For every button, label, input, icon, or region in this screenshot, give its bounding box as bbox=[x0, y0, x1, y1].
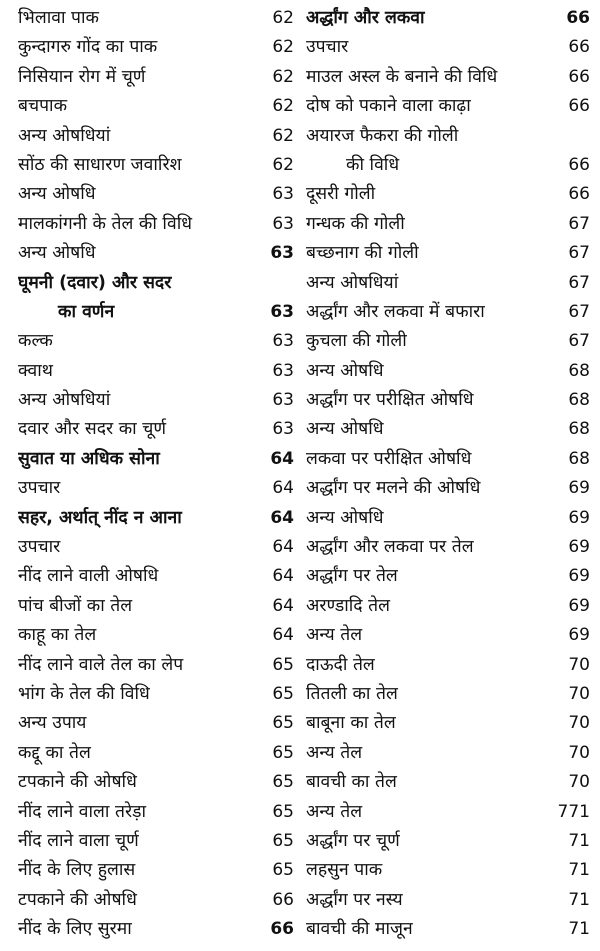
entry-page: 62 bbox=[272, 154, 294, 175]
entry-page: 62 bbox=[272, 125, 294, 146]
entry-page: 771 bbox=[557, 801, 590, 822]
entry-page: 66 bbox=[568, 37, 590, 58]
entry-page: 71 bbox=[568, 860, 590, 881]
entry-title: टपकाने की ओषधि bbox=[18, 889, 137, 910]
toc-entry bbox=[306, 680, 590, 709]
entry-page: 65 bbox=[272, 830, 294, 851]
toc-entry bbox=[306, 298, 590, 327]
entry-page: 67 bbox=[568, 272, 590, 293]
entry-title: सहर, अर्थात् नींद न आना bbox=[18, 507, 182, 528]
entry-title: कल्क bbox=[18, 331, 53, 352]
entry-title: अर्द्धांग पर परीक्षित ओषधि bbox=[306, 390, 474, 411]
toc-entry bbox=[18, 621, 294, 650]
toc-entry bbox=[18, 63, 294, 92]
toc-right-column bbox=[306, 4, 590, 945]
entry-title: अर्द्धांग और लकवा bbox=[306, 8, 425, 28]
toc-entry bbox=[18, 827, 294, 856]
entry-title-line1: अयारज फैकरा की गोली bbox=[306, 125, 459, 146]
toc-entry bbox=[306, 915, 590, 944]
toc-entry bbox=[306, 327, 590, 356]
toc-entry bbox=[18, 798, 294, 827]
entry-page: 62 bbox=[272, 96, 294, 117]
entry-title: अर्द्धांग और लकवा पर तेल bbox=[306, 537, 474, 558]
entry-page: 69 bbox=[568, 566, 590, 587]
entry-page: 68 bbox=[568, 448, 590, 469]
entry-page: 70 bbox=[568, 654, 590, 675]
toc-entry bbox=[18, 415, 294, 444]
entry-page: 65 bbox=[272, 654, 294, 675]
toc-entry bbox=[18, 739, 294, 768]
entry-title: बचपाक bbox=[18, 96, 68, 117]
entry-page: 69 bbox=[568, 537, 590, 558]
entry-title: अरण्डादि तेल bbox=[306, 595, 390, 616]
entry-page: 67 bbox=[568, 243, 590, 264]
toc-entry bbox=[306, 504, 590, 533]
toc-section-heading bbox=[18, 445, 294, 474]
toc-section-heading bbox=[18, 269, 294, 328]
entry-page: 64 bbox=[272, 478, 294, 499]
entry-page: 64 bbox=[272, 595, 294, 616]
toc-entry bbox=[306, 651, 590, 680]
toc-entry bbox=[18, 768, 294, 797]
entry-page: 67 bbox=[568, 213, 590, 234]
toc-entry bbox=[18, 327, 294, 356]
entry-page: 66 bbox=[566, 8, 590, 28]
toc-entry bbox=[18, 680, 294, 709]
entry-title: कद्दू का तेल bbox=[18, 742, 91, 763]
entry-title: सोंठ की साधारण जवारिश bbox=[18, 154, 182, 175]
toc-entry bbox=[18, 651, 294, 680]
entry-page: 69 bbox=[568, 595, 590, 616]
entry-title: दूसरी गोली bbox=[306, 184, 376, 205]
entry-title: टपकाने की ओषधि bbox=[18, 772, 137, 793]
toc-entry bbox=[18, 386, 294, 415]
toc-entry bbox=[306, 92, 590, 121]
entry-title-line2: की विधि bbox=[346, 154, 400, 175]
toc-entry bbox=[306, 739, 590, 768]
entry-title: गन्धक की गोली bbox=[306, 213, 405, 234]
entry-title: लहसुन पाक bbox=[306, 860, 383, 881]
entry-title: अन्य ओषधि bbox=[18, 243, 96, 264]
toc-entry bbox=[18, 33, 294, 62]
entry-title: बावची की माजून bbox=[306, 919, 413, 940]
toc-entry bbox=[18, 239, 294, 268]
entry-title: तितली का तेल bbox=[306, 684, 398, 704]
entry-page: 63 bbox=[272, 184, 294, 205]
entry-page: 62 bbox=[272, 37, 294, 58]
entry-title: अर्द्धांग पर चूर्ण bbox=[306, 830, 400, 851]
entry-title: बावची का तेल bbox=[306, 772, 397, 793]
entry-page: 65 bbox=[272, 684, 294, 704]
entry-page: 63 bbox=[270, 302, 294, 323]
entry-title: दाऊदी तेल bbox=[306, 654, 375, 675]
toc-entry bbox=[18, 210, 294, 239]
entry-page: 71 bbox=[568, 889, 590, 910]
entry-title: अन्य ओषधि bbox=[306, 360, 384, 381]
toc-entry bbox=[18, 562, 294, 591]
entry-page: 66 bbox=[568, 184, 590, 205]
toc-entry bbox=[306, 210, 590, 239]
entry-title: अन्य ओषधियां bbox=[18, 125, 111, 146]
entry-title bbox=[306, 122, 564, 180]
entry-title: बच्छनाग की गोली bbox=[306, 243, 419, 264]
toc-entry bbox=[306, 239, 590, 268]
toc-entry bbox=[306, 33, 590, 62]
entry-page: 66 bbox=[568, 155, 590, 176]
entry-page: 69 bbox=[568, 625, 590, 646]
entry-title bbox=[18, 269, 268, 327]
entry-page: 70 bbox=[568, 742, 590, 763]
entry-page: 70 bbox=[568, 772, 590, 793]
entry-title: अन्य ओषधियां bbox=[306, 272, 399, 293]
toc-entry bbox=[306, 386, 590, 415]
toc-entry bbox=[18, 915, 294, 944]
entry-title: नींद के लिए हुलास bbox=[18, 860, 136, 881]
entry-page: 63 bbox=[272, 213, 294, 234]
entry-title: अर्द्धांग पर नस्य bbox=[306, 889, 403, 910]
entry-title: अन्य तेल bbox=[306, 801, 363, 822]
entry-page: 68 bbox=[568, 419, 590, 440]
entry-title: नींद लाने वाले तेल का लेप bbox=[18, 654, 184, 675]
toc-entry bbox=[18, 122, 294, 151]
toc-entry bbox=[306, 621, 590, 650]
entry-title: भांग के तेल की विधि bbox=[18, 684, 150, 704]
toc-entry bbox=[18, 709, 294, 738]
entry-title: मालकांगनी के तेल की विधि bbox=[18, 213, 192, 234]
toc-entry bbox=[18, 180, 294, 209]
entry-title: अन्य ओषधि bbox=[306, 419, 384, 440]
toc-entry bbox=[306, 592, 590, 621]
entry-title: अन्य ओषधियां bbox=[18, 390, 111, 411]
toc-section-heading bbox=[306, 4, 590, 33]
entry-page: 71 bbox=[568, 919, 590, 940]
toc-entry bbox=[306, 474, 590, 503]
entry-title: बाबूना का तेल bbox=[306, 713, 396, 734]
entry-page: 69 bbox=[568, 507, 590, 528]
entry-page: 70 bbox=[568, 713, 590, 734]
toc-entry bbox=[18, 533, 294, 562]
entry-page: 65 bbox=[272, 801, 294, 822]
toc-entry bbox=[306, 798, 590, 827]
entry-title-line2: का वर्णन bbox=[58, 301, 115, 322]
entry-title: कुन्दागरु गोंद का पाक bbox=[18, 37, 158, 58]
toc-entry bbox=[18, 886, 294, 915]
entry-page: 63 bbox=[272, 331, 294, 352]
entry-title: अर्द्धांग और लकवा में बफारा bbox=[306, 301, 485, 322]
toc-entry bbox=[18, 474, 294, 503]
entry-page: 66 bbox=[272, 889, 294, 910]
entry-page: 63 bbox=[272, 360, 294, 381]
toc-entry bbox=[306, 886, 590, 915]
entry-title: लकवा पर परीक्षित ओषधि bbox=[306, 448, 472, 469]
entry-title: अन्य उपाय bbox=[18, 713, 87, 734]
toc-entry bbox=[18, 357, 294, 386]
entry-page: 62 bbox=[272, 66, 294, 87]
entry-title: नींद के लिए सुरमा bbox=[18, 919, 132, 940]
entry-title: काहू का तेल bbox=[18, 625, 97, 646]
entry-page: 68 bbox=[568, 390, 590, 411]
entry-page: 63 bbox=[270, 243, 294, 264]
entry-title: अन्य ओषधि bbox=[18, 184, 96, 205]
entry-page: 67 bbox=[568, 331, 590, 352]
entry-title: अन्य तेल bbox=[306, 625, 363, 646]
toc-entry bbox=[18, 151, 294, 180]
entry-page: 65 bbox=[272, 742, 294, 763]
entry-page: 62 bbox=[272, 8, 294, 28]
entry-title: अर्द्धांग पर तेल bbox=[306, 566, 398, 587]
entry-title: भिलावा पाक bbox=[18, 8, 99, 28]
entry-title: अन्य ओषधि bbox=[306, 507, 384, 528]
entry-page: 64 bbox=[272, 566, 294, 587]
entry-page: 69 bbox=[568, 478, 590, 499]
toc-entry bbox=[18, 92, 294, 121]
entry-page: 65 bbox=[272, 772, 294, 793]
entry-title: उपचार bbox=[18, 478, 61, 499]
toc-entry bbox=[306, 269, 590, 298]
entry-title: नींद लाने वाली ओषधि bbox=[18, 566, 159, 587]
toc-entry bbox=[306, 445, 590, 474]
toc-entry bbox=[306, 562, 590, 591]
entry-page: 64 bbox=[272, 537, 294, 558]
entry-page: 64 bbox=[272, 625, 294, 646]
entry-page: 65 bbox=[272, 713, 294, 734]
entry-title: अन्य तेल bbox=[306, 742, 363, 763]
entry-page: 65 bbox=[272, 860, 294, 881]
toc-entry bbox=[306, 709, 590, 738]
toc-entry bbox=[18, 856, 294, 885]
entry-page: 67 bbox=[568, 301, 590, 322]
toc-entry bbox=[306, 768, 590, 797]
toc-entry bbox=[306, 63, 590, 92]
toc-left-column bbox=[18, 4, 294, 945]
entry-title: कुचला की गोली bbox=[306, 331, 407, 352]
entry-title: दवार और सदर का चूर्ण bbox=[18, 419, 167, 440]
entry-title: पांच बीजों का तेल bbox=[18, 595, 133, 616]
entry-page: 63 bbox=[272, 390, 294, 411]
entry-title: उपचार bbox=[306, 37, 349, 58]
entry-page: 64 bbox=[270, 507, 294, 528]
entry-page: 66 bbox=[568, 66, 590, 87]
entry-page: 66 bbox=[568, 96, 590, 117]
entry-title: उपचार bbox=[18, 537, 61, 558]
toc-entry bbox=[306, 415, 590, 444]
entry-title: नींद लाने वाला चूर्ण bbox=[18, 830, 139, 851]
toc-entry bbox=[306, 827, 590, 856]
entry-title-line1: घूमनी (दवार) और सदर bbox=[18, 272, 172, 293]
entry-title: क्वाथ bbox=[18, 360, 53, 381]
toc-entry bbox=[18, 592, 294, 621]
entry-title: अर्द्धांग पर मलने की ओषधि bbox=[306, 478, 481, 499]
toc-entry bbox=[306, 122, 590, 181]
toc-section-heading bbox=[18, 504, 294, 533]
entry-page: 64 bbox=[270, 448, 294, 469]
toc-entry bbox=[306, 357, 590, 386]
entry-title: दोष को पकाने वाला काढ़ा bbox=[306, 96, 471, 117]
entry-title: निसियान रोग में चूर्ण bbox=[18, 66, 146, 87]
toc-entry bbox=[306, 856, 590, 885]
toc-entry bbox=[306, 180, 590, 209]
entry-page: 71 bbox=[568, 830, 590, 851]
entry-page: 63 bbox=[272, 419, 294, 440]
entry-title: माउल अस्ल के बनाने की विधि bbox=[306, 66, 498, 87]
entry-page: 70 bbox=[568, 684, 590, 704]
entry-page: 66 bbox=[270, 919, 294, 940]
toc-entry bbox=[18, 4, 294, 33]
entry-title: सुवात या अधिक सोना bbox=[18, 448, 160, 469]
toc-entry bbox=[306, 533, 590, 562]
entry-page: 68 bbox=[568, 360, 590, 381]
entry-title: नींद लाने वाला तरेड़ा bbox=[18, 801, 147, 822]
